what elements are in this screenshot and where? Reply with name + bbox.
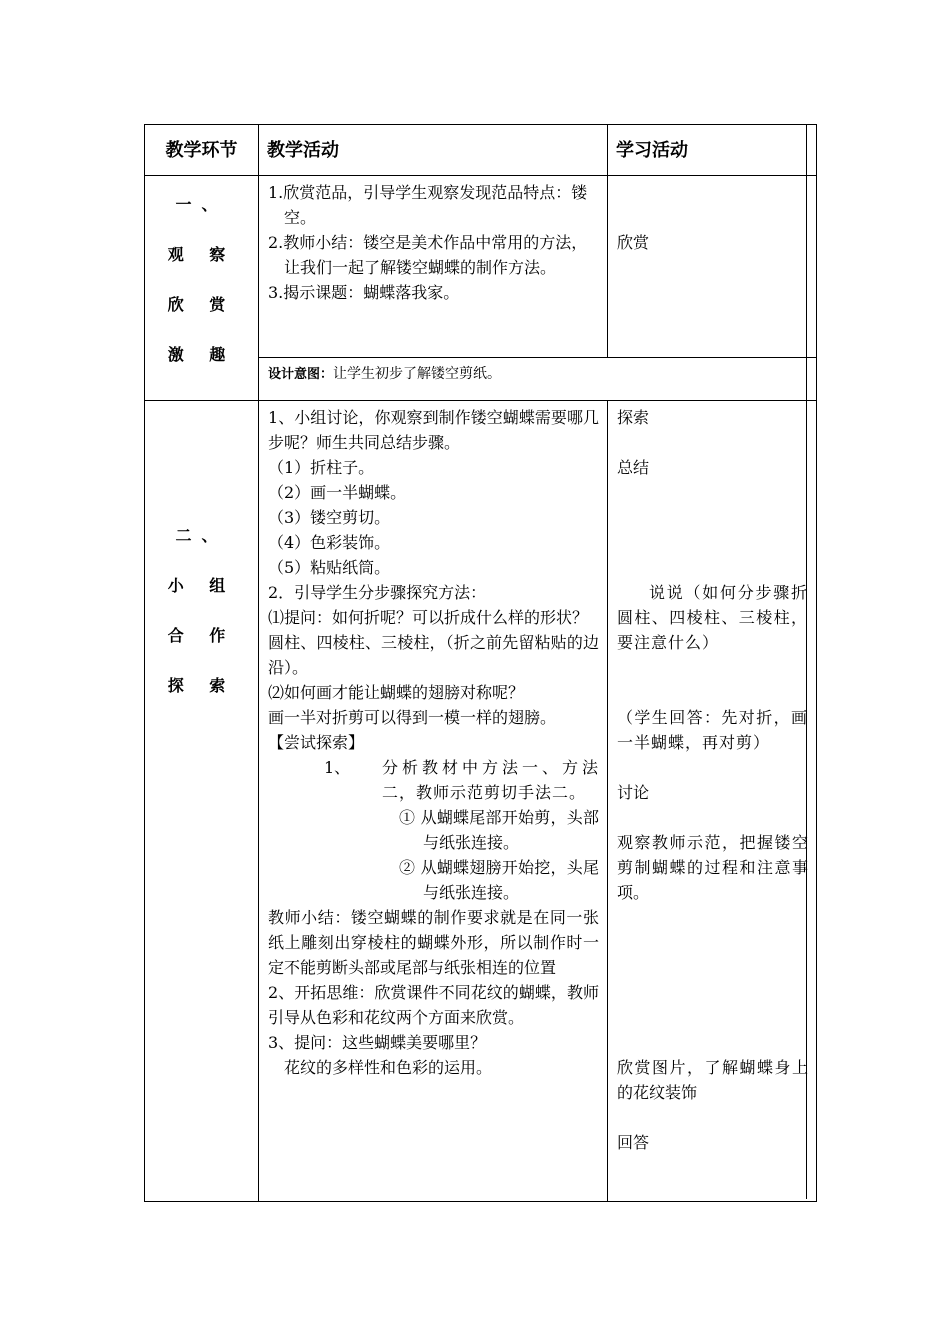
section2-stage-line1: 小 组 — [167, 576, 236, 595]
s2-method-2: ② 从蝴蝶翅膀开始挖，头尾与纸张连接。 — [399, 858, 599, 902]
section1-stage-num: 一、 — [175, 195, 228, 214]
header-learning: 学习活动 — [608, 125, 817, 176]
s2-learn-summarize: 总结 — [617, 458, 650, 477]
s2-step-2: （2）画一半蝴蝶。 — [268, 483, 407, 502]
s2-guide: 2．引导学生分步骤探究方法： — [268, 583, 487, 602]
s2-try-num: 1、 — [324, 758, 351, 777]
lesson-plan-table — [144, 124, 817, 1202]
section2-stage-line3: 探 索 — [167, 676, 236, 695]
s2-question-1: ⑴提问：如何折呢？可以折成什么样的形状？ — [268, 608, 589, 627]
s2-answer-2: 画一半对折剪可以得到一模一样的翅膀。 — [268, 708, 557, 727]
section1-design — [259, 358, 817, 401]
s2-learn-discuss: 讨论 — [617, 783, 650, 802]
s2-expand: 2、开拓思维：欣赏课件不同花纹的蝴蝶，教师引导从色彩和花纹两个方面来欣赏。 — [268, 983, 599, 1027]
s2-summary: 教师小结：镂空蝴蝶的制作要求就是在同一张纸上雕刻出穿棱柱的蝴蝶外形，所以制作时一定不能剪断头部或尾部与纸张相连的位置 — [268, 908, 599, 977]
section1-activity-3: 3.揭示课题：蝴蝶落我家。 — [268, 283, 460, 302]
section1-activity-1: 1.欣赏范品，引导学生观察发现范品特点：镂空。 — [268, 183, 588, 227]
section1-stage-line3: 激 趣 — [167, 345, 236, 364]
s2-learn-reply: 回答 — [617, 1133, 650, 1152]
s2-try-text: 分析教材中方法一、方法二，教师示范剪切手法二。 — [382, 758, 599, 802]
s2-step-5: （5）粘贴纸筒。 — [268, 558, 391, 577]
s2-learn-explore: 探索 — [617, 408, 650, 427]
section2-activities — [259, 401, 608, 1202]
section2-stage-num: 二、 — [175, 526, 228, 545]
s2-try-heading: 【尝试探索】 — [268, 733, 365, 752]
s2-step-4: （4）色彩装饰。 — [268, 533, 391, 552]
s2-learn-say: 说说（如何分步骤折圆柱、四棱柱、三棱柱，要注意什么） — [617, 583, 808, 652]
section1-row — [145, 176, 817, 358]
s2-try-item — [268, 755, 599, 805]
section2-stage-line2: 合 作 — [167, 626, 236, 645]
s2-learn-answer: （学生回答：先对折，画一半蝴蝶，再对剪） — [617, 708, 808, 752]
s2-method-1: ① 从蝴蝶尾部开始剪，头部与纸张连接。 — [399, 808, 599, 852]
s2-discussion: 1、小组讨论，你观察到制作镂空蝴蝶需要哪几步呢？师生共同总结步骤。 — [268, 408, 599, 452]
s2-answer-1: 圆柱、四棱柱、三棱柱，（折之前先留粘贴的边沿）。 — [268, 633, 599, 677]
s2-ask-answer: 花纹的多样性和色彩的运用。 — [284, 1058, 493, 1077]
section1-stage-line2: 欣 赏 — [167, 295, 236, 314]
section1-activities — [259, 176, 608, 358]
table-header-row — [145, 125, 817, 176]
design-intent-text: 让学生初步了解镂空剪纸。 — [333, 366, 502, 382]
section1-stage — [145, 176, 259, 401]
s2-step-1: （1）折柱子。 — [268, 458, 375, 477]
section1-activity-2: 2.教师小结：镂空是美术作品中常用的方法，让我们一起了解镂空蝴蝶的制作方法。 — [268, 233, 588, 277]
design-intent-label: 设计意图： — [268, 367, 334, 382]
section2-row — [145, 401, 817, 1202]
header-teaching: 教学活动 — [259, 125, 608, 176]
s2-ask: 3、提问：这些蝴蝶美要哪里？ — [268, 1033, 487, 1052]
s2-step-3: （3）镂空剪切。 — [268, 508, 391, 527]
s2-learn-observe: 观察教师示范，把握镂空剪制蝴蝶的过程和注意事项。 — [617, 833, 808, 902]
table-outer-border — [806, 124, 807, 1199]
s2-question-2: ⑵如何画才能让蝴蝶的翅膀对称呢？ — [268, 683, 525, 702]
section1-learning: 欣赏 — [608, 176, 817, 358]
section1-stage-line1: 观 察 — [167, 245, 236, 264]
header-stage: 教学环节 — [145, 125, 259, 176]
section2-learning — [608, 401, 817, 1202]
s2-learn-appreciate: 欣赏图片，了解蝴蝶身上的花纹装饰 — [617, 1058, 808, 1102]
section2-stage — [145, 401, 259, 1202]
